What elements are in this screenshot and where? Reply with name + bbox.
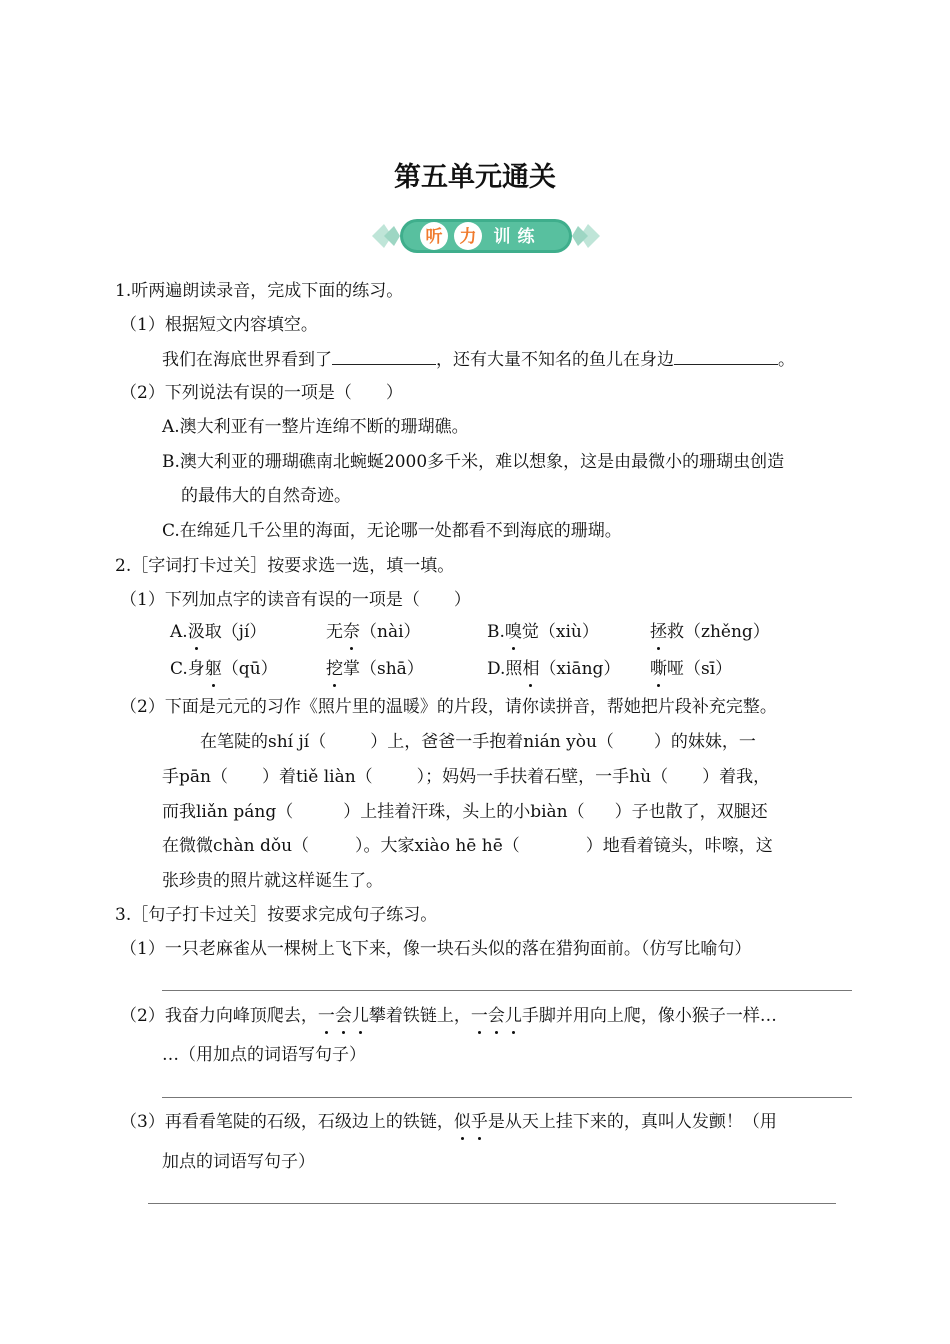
q3-heading: 3.［句子打卡过关］按要求完成句子练习。 [115,905,438,925]
answer-line[interactable] [148,1203,836,1204]
q3-sentence-2-cont: …（用加点的词语写句子） [162,1045,366,1065]
q2-option-item: C.身躯（qū） [170,659,278,679]
q3-sentence-2: （2）我奋力向峰顶爬去，一会儿攀着铁链上，一会儿手脚并用向上爬，像小猴子一样… [120,1006,777,1026]
q2-passage-line: 张珍贵的照片就这样诞生了。 [162,871,383,891]
dotted-phrase: 一会儿 [317,1006,369,1026]
q2-passage-line: 在微微chàn dǒu（ ）。大家xiào hē hē（ ）地看着镜头，咔嚓，这 [162,836,773,856]
q1-heading: 1.听两遍朗读录音，完成下面的练习。 [115,281,404,301]
q2-passage-line: 而我liǎn páng（ ）上挂着汗珠，头上的小biàn（ ）子也散了，双腿还 [162,802,768,822]
answer-blank[interactable] [674,348,778,365]
dotted-char: 相 [522,659,540,679]
q1-part2-label: （2）下列说法有误的一项是（ ） [120,383,403,403]
page-title: 第五单元通关 [394,162,556,193]
q1-option-b: B.澳大利亚的珊瑚礁南北蜿蜒2000多千米，难以想象，这是由最微小的珊瑚虫创造 [162,452,785,472]
q1-part1-label: （1）根据短文内容填空。 [120,315,318,335]
q2-option-item: 无奈（nài） [326,622,421,642]
q1-option-b-cont: 的最伟大的自然奇迹。 [181,486,351,506]
q1-fill-text-b: ，还有大量不知名的鱼儿在身边 [436,350,674,370]
q2-option-item: A.汲取（jí） [170,622,267,642]
dotted-char: 拯 [650,622,667,642]
dotted-char: 奈 [343,622,360,642]
answer-blank[interactable] [332,348,436,365]
q3-sentence-1: （1）一只老麻雀从一棵树上飞下来，像一块石头似的落在猎狗面前。（仿写比喻句） [120,939,752,959]
q2-option-item: 嘶哑（sī） [650,659,733,679]
banner-char: 练 [517,227,535,247]
q2-part1-label: （1）下列加点字的读音有误的一项是（ ） [120,590,471,610]
q2-option-item: D.照相（xiāng） [487,659,621,679]
q2-passage-line: 手pān（ ）着tiě liàn（ ）；妈妈一手扶着石壁，一手hù（ ）着我， [162,767,771,787]
answer-line[interactable] [162,990,852,991]
q1-option-c: C.在绵延几千公里的海面，无论哪一处都看不到海底的珊瑚。 [162,521,622,541]
q1-option-a: A.澳大利亚有一整片连绵不断的珊瑚礁。 [162,417,469,437]
q1-fill-sentence [162,348,795,371]
q2-heading: 2.［字词打卡过关］按要求选一选，填一填。 [115,556,455,576]
dotted-char: 嘶 [650,659,667,679]
dotted-char: 躯 [204,659,222,679]
q2-option-item: B.嗅觉（xiù） [487,622,599,642]
dotted-char: 嗅 [504,622,522,642]
banner-char: 力 [459,227,477,247]
q1-fill-text-a: 我们在海底世界看到了 [162,350,332,370]
banner-char: 训 [493,227,511,247]
dotted-phrase: 似乎 [453,1112,488,1132]
q2-option-item: 挖掌（shā） [326,659,424,679]
q2-passage-line: 在笔陡的shí jí（ ）上，爸爸一手抱着nián yòu（ ）的妹妹，一 [200,732,756,752]
dotted-char: 挖 [326,659,343,679]
q3-sentence-3: （3）再看看笔陡的石级，石级边上的铁链，似乎是从天上挂下来的，真叫人发颤！（用 [120,1112,777,1132]
banner-char: 听 [425,227,443,247]
q2-option-item: 拯救（zhěng） [650,622,770,642]
q3-sentence-3-cont: 加点的词语写句子） [162,1152,315,1172]
listening-training-banner [370,214,602,258]
dotted-phrase: 一会儿 [470,1006,522,1026]
answer-line[interactable] [162,1097,852,1098]
q1-fill-text-c: 。 [778,350,795,370]
q2-part2-label: （2）下面是元元的习作《照片里的温暖》的片段，请你读拼音，帮她把片段补充完整。 [120,697,777,717]
dotted-char: 汲 [187,622,205,642]
